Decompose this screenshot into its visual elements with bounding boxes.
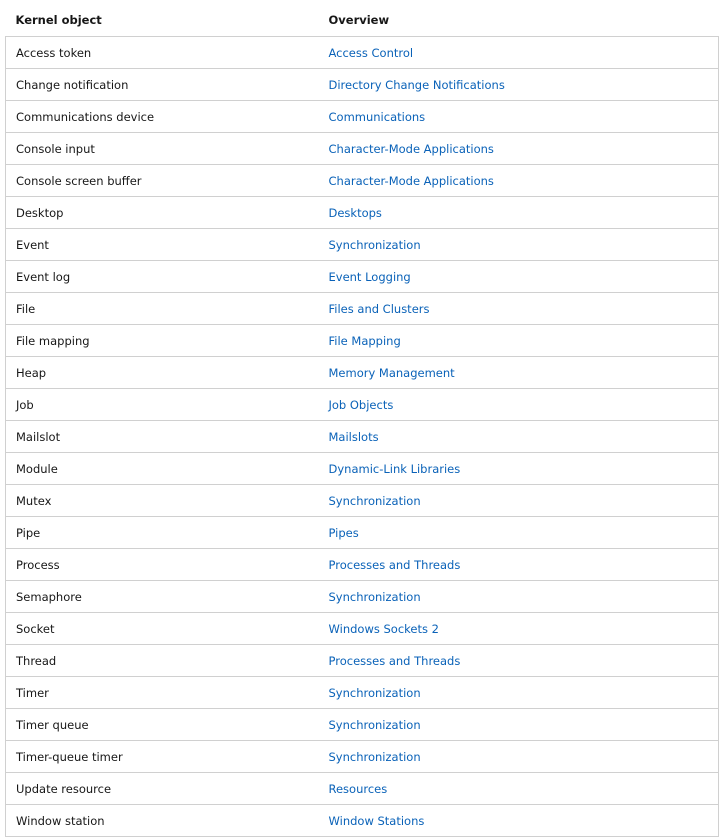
overview-link[interactable]: File Mapping [328,333,401,348]
table-row [6,197,719,229]
overview-cell [319,37,719,69]
overview-cell [319,165,719,197]
table-row [6,293,719,325]
overview-cell [319,69,719,101]
overview-cell [319,357,719,389]
overview-link[interactable]: Character-Mode Applications [328,173,494,188]
overview-link[interactable]: Job Objects [328,397,394,412]
table-row [6,677,719,709]
table-row [6,357,719,389]
overview-link[interactable]: Synchronization [328,749,421,764]
table-row [6,485,719,517]
kernel-object-cell: Timer-queue timer [6,741,319,773]
overview-link[interactable]: Memory Management [328,365,455,380]
overview-link[interactable]: Windows Sockets 2 [328,621,439,636]
table-row [6,165,719,197]
overview-link[interactable]: Processes and Threads [328,653,461,668]
overview-cell [319,197,719,229]
kernel-object-cell: Timer [6,677,319,709]
overview-cell [319,517,719,549]
overview-cell [319,389,719,421]
overview-cell [319,485,719,517]
table-row [6,517,719,549]
table-row [6,549,719,581]
overview-cell [319,613,719,645]
overview-cell [319,709,719,741]
overview-link[interactable]: Synchronization [328,717,421,732]
overview-cell [319,677,719,709]
overview-cell [319,805,719,837]
table-row [6,645,719,677]
kernel-object-cell: Change notification [6,69,319,101]
kernel-object-cell: Event log [6,261,319,293]
kernel-objects-table [5,4,719,837]
overview-cell [319,421,719,453]
table-row [6,325,719,357]
overview-link[interactable]: Pipes [328,525,359,540]
kernel-object-cell: Desktop [6,197,319,229]
overview-cell [319,229,719,261]
overview-link[interactable]: Event Logging [328,269,411,284]
overview-link[interactable]: Communications [328,109,426,124]
overview-cell [319,325,719,357]
overview-link[interactable]: Directory Change Notifications [328,77,505,92]
overview-cell [319,741,719,773]
kernel-object-cell: Access token [6,37,319,69]
kernel-object-cell: Event [6,229,319,261]
overview-link[interactable]: Access Control [328,45,414,60]
kernel-object-cell: File mapping [6,325,319,357]
kernel-object-cell: Socket [6,613,319,645]
table-row [6,581,719,613]
table-body [6,37,719,837]
table-row [6,101,719,133]
kernel-object-cell: Pipe [6,517,319,549]
kernel-object-cell: Job [6,389,319,421]
overview-link[interactable]: Mailslots [328,429,379,444]
kernel-object-cell: Console input [6,133,319,165]
header-kernel-object: Kernel object [6,4,319,37]
kernel-object-cell: File [6,293,319,325]
overview-cell [319,581,719,613]
kernel-object-cell: Communications device [6,101,319,133]
kernel-object-cell: Mailslot [6,421,319,453]
table-header [6,4,719,37]
table-row [6,613,719,645]
overview-link[interactable]: Files and Clusters [328,301,430,316]
overview-cell [319,549,719,581]
kernel-object-cell: Console screen buffer [6,165,319,197]
table-row [6,37,719,69]
kernel-object-cell: Timer queue [6,709,319,741]
overview-link[interactable]: Character-Mode Applications [328,141,494,156]
overview-cell [319,261,719,293]
kernel-object-cell: Heap [6,357,319,389]
table-row [6,741,719,773]
table-row [6,389,719,421]
table-row [6,805,719,837]
overview-link[interactable]: Window Stations [328,813,425,828]
kernel-object-cell: Thread [6,645,319,677]
table-row [6,453,719,485]
overview-cell [319,453,719,485]
overview-link[interactable]: Synchronization [328,493,421,508]
kernel-object-cell: Mutex [6,485,319,517]
table-row [6,69,719,101]
table-row [6,261,719,293]
overview-cell [319,773,719,805]
overview-cell [319,293,719,325]
table-row [6,229,719,261]
kernel-object-cell: Window station [6,805,319,837]
overview-link[interactable]: Processes and Threads [328,557,461,572]
kernel-object-cell: Module [6,453,319,485]
kernel-object-cell: Process [6,549,319,581]
overview-link[interactable]: Synchronization [328,685,421,700]
overview-link[interactable]: Synchronization [328,237,421,252]
overview-cell [319,101,719,133]
header-row [6,4,719,37]
overview-link[interactable]: Dynamic-Link Libraries [328,461,461,476]
overview-link[interactable]: Desktops [328,205,382,220]
overview-cell [319,133,719,165]
table-row [6,133,719,165]
table-row [6,421,719,453]
header-overview: Overview [319,4,719,37]
overview-cell [319,645,719,677]
table-row [6,773,719,805]
table-row [6,709,719,741]
overview-link[interactable]: Synchronization [328,589,421,604]
overview-link[interactable]: Resources [328,781,388,796]
kernel-object-cell: Semaphore [6,581,319,613]
kernel-object-cell: Update resource [6,773,319,805]
